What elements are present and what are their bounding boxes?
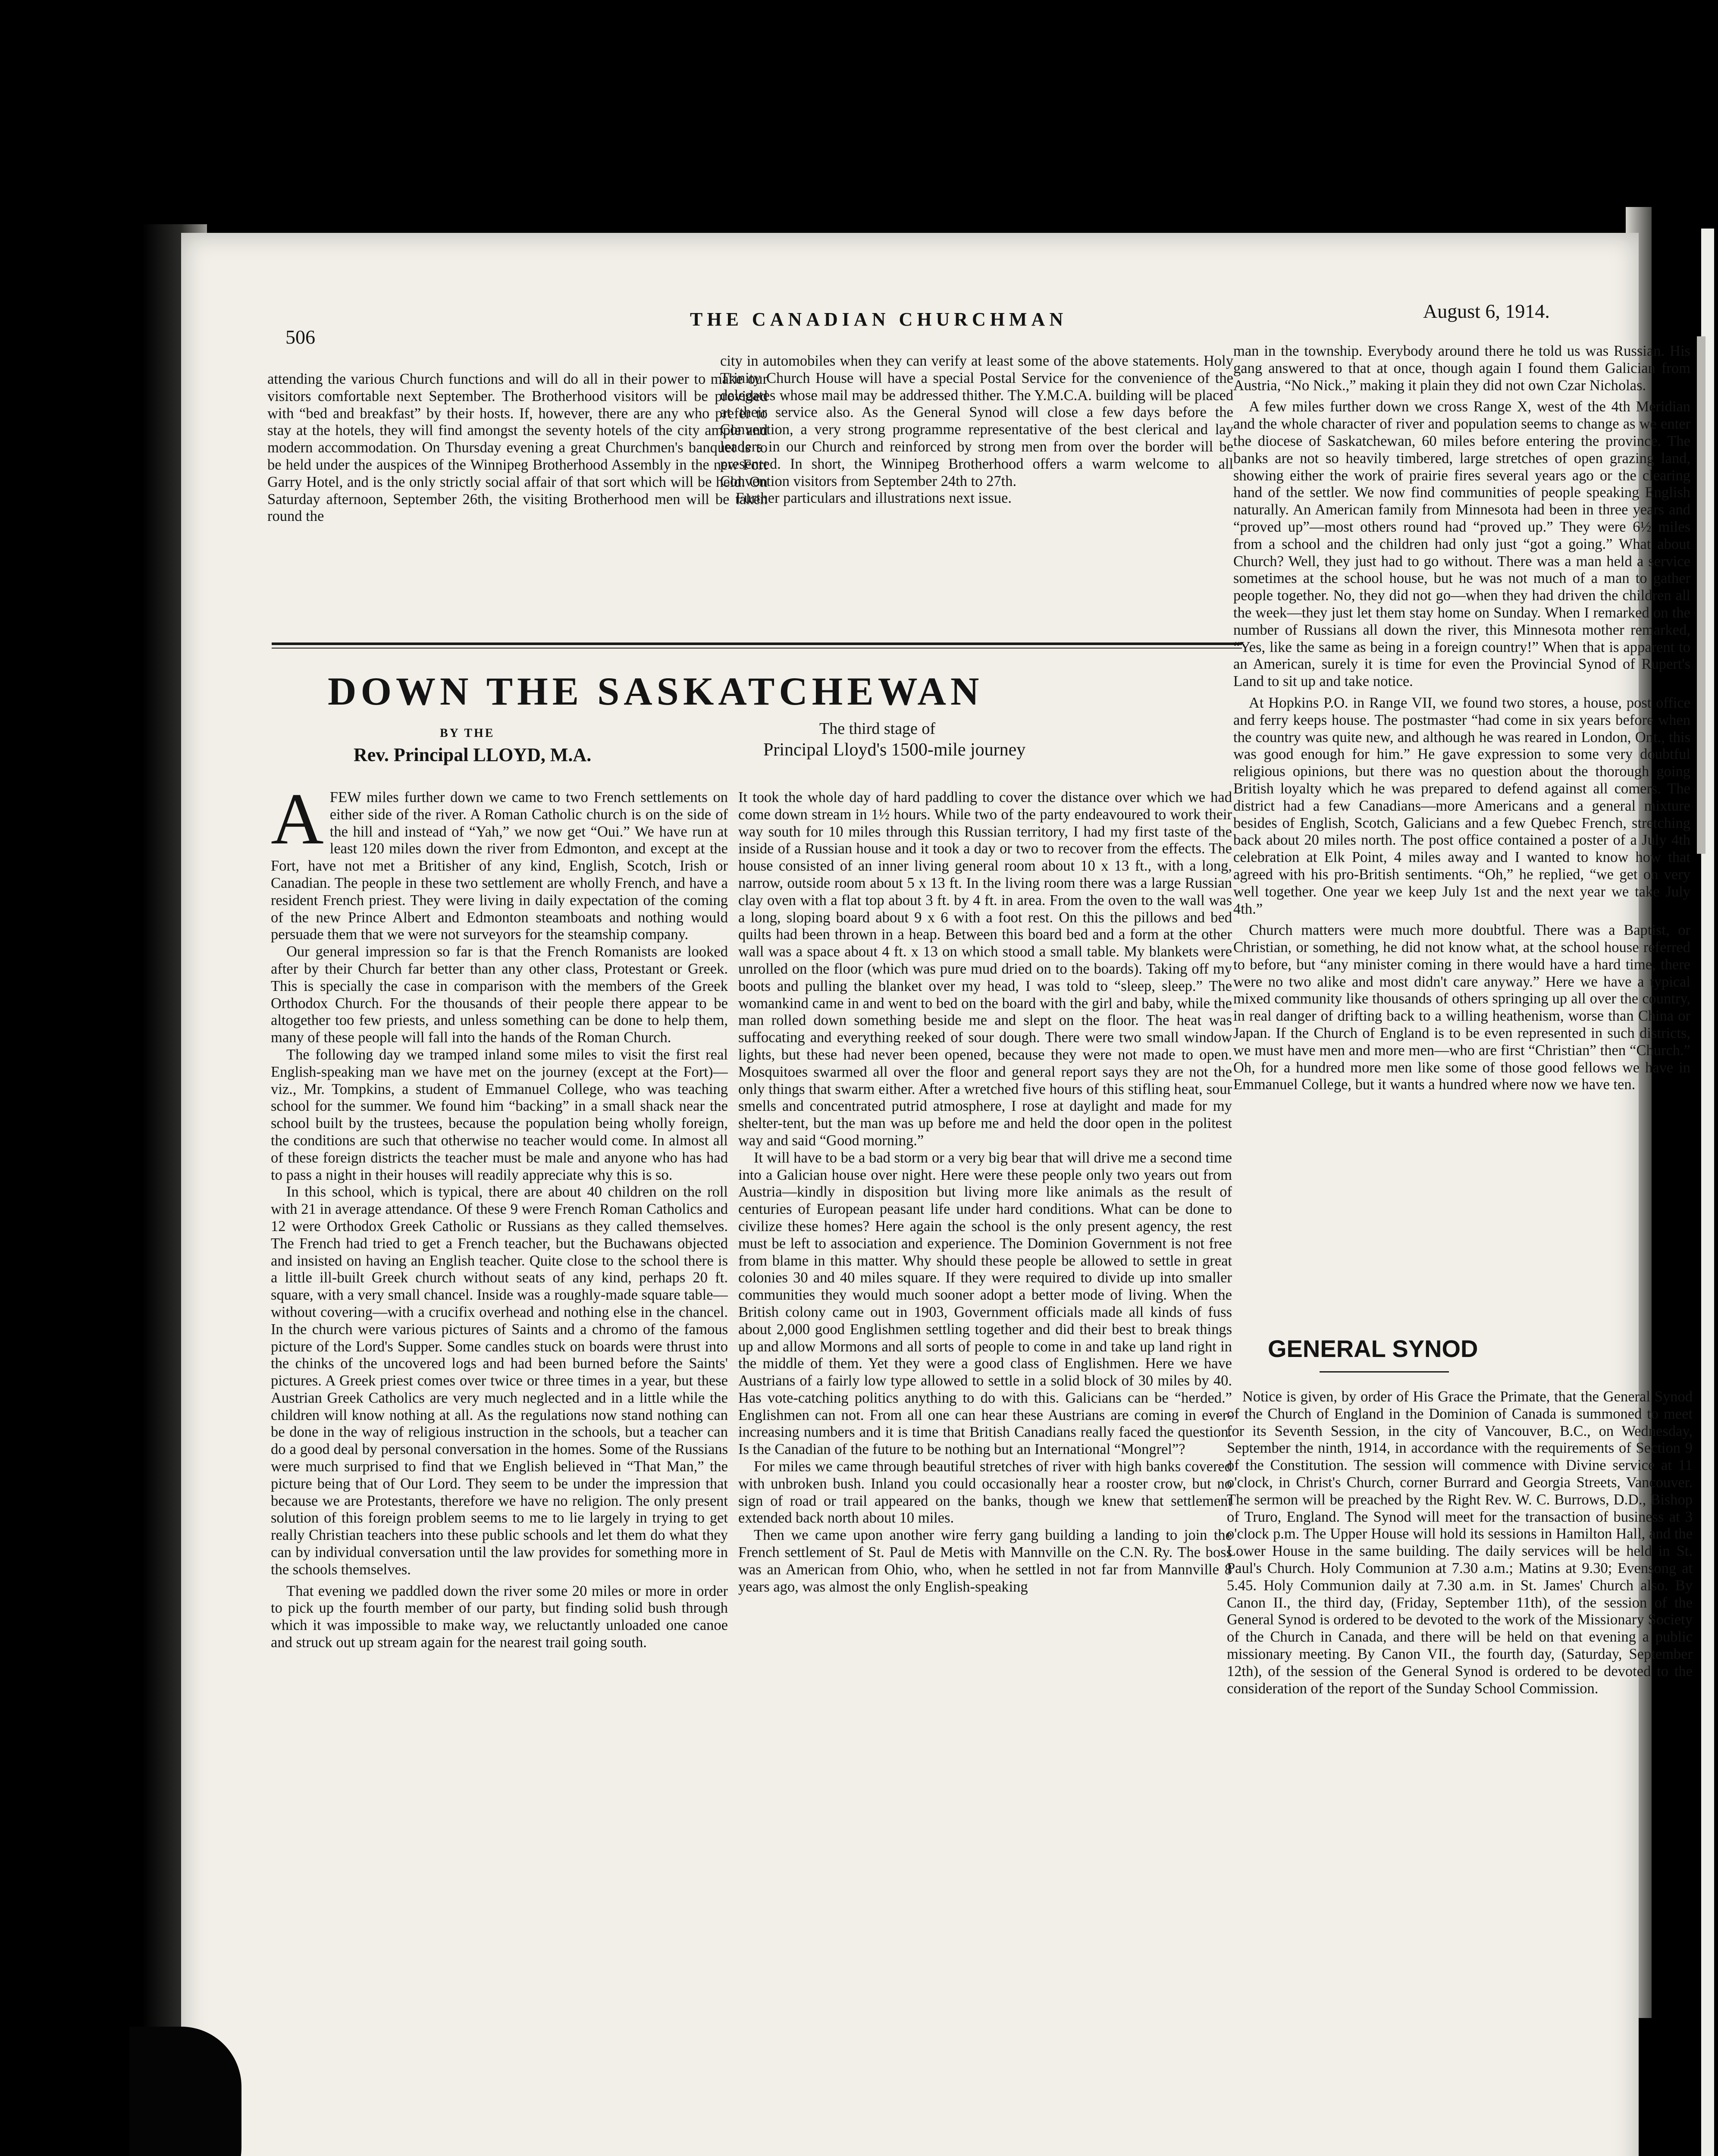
- continuation-text: city in automobiles when they can verify at least some of the above statements. Holy Trinity Church House will have a special Postal Service for the convenience of the delegates whose mail may be addressed thither. The Y.M.C.A. building will be placed at their service also. As the General Synod will close a few days before the Convention, a very strong programme representative of the best clerical and lay leaders in our Church and reinforced by strong men from over the border will be presented. In short, the Winnipeg Brotherhood offers a warm welcome to all Convention visitors from September 24th to 27th.: [720, 353, 1233, 489]
- article-subtitle-line1: The third stage of: [819, 720, 936, 738]
- thumb-shadow: [129, 2027, 241, 2156]
- synod-text: Notice is given, by order of His Grace the Primate, that the General Synod of the Church of England in the Dominion of Canada is summoned to meet for its Seventh Session, in the city of Vancouver, B.C., on Wednesday, September the ninth, 1914, in accordance with the requirements of Section 9 of the Constitution. The session will commence with Divine service at 11 o'clock, in Christ's Church, corner Burrard and Georgia Streets, Vancouver. The sermon will be preached by the Right Rev. W. C. Burrows, D.D., Bishop of Truro, England. The Synod will meet for the transaction of business at 3 o'clock p.m. The Upper House will hold its sessions in Hamilton Hall, and the Lower House in the same building. The daily services will be held in St. Paul's Church. Holy Communion at 7.30 a.m.; Matins at 9.30; Evensong at 5.45. Holy Communion daily at 7.30 a.m. in St. James' Church also. By Canon II., the third day, (Friday, September 11th), of the session of the General Synod is ordered to be devoted to the work of the Missionary Society of the Church in Canada, and there will be held on that evening a public missionary meeting. By Canon VII., the fourth day, (Saturday, September 12th), of the session of the General Synod is ordered to be devoted to the consideration of the report of the Sunday School Commission.: [1227, 1388, 1693, 1697]
- continuation-footnote: Further particulars and illustrations next issue.: [736, 490, 1012, 507]
- section-rule: [272, 648, 1242, 649]
- article-column-3: [1233, 343, 1690, 1248]
- article-title: DOWN THE SASKATCHEWAN: [328, 669, 984, 713]
- newspaper-page: [181, 233, 1693, 2156]
- article-paragraph: Then we came upon another wire ferry gang building a landing to join the French settlement of St. Paul de Metis with Mannville on the C.N. Ry. The boss was an American from Ohio, who, when he settled in not far from Mannville 8 years ago, was almost the only English-speaking: [738, 1527, 1232, 1595]
- synod-rule: [1320, 1371, 1449, 1373]
- article-paragraph: It will have to be a bad storm or a very big bear that will drive me a second time into a Galician house over night. Here were these people only two years out from Austria—kindly in disposition but living more like animals as the result of centuries of European peasant life under hard conditions. What can be done to civilize these homes? Here again the school is the only present agency, the rest must be left to association and experience. The Dominion Government is not free from blame in this matter. Why should these people be allowed to settle in great colonies 30 and 40 miles square. If they were required to divide up into smaller communities they would much sooner adopt a better mode of living. When the British colony came out in 1903, Government officials made all kinds of fuss about 2,000 good Englishmen settling together and did their best to break things up and allow Mormons and all sorts of people to come in and take up land right in the middle of them. Yet they were a good class of Englishmen. Here we have Austrians of a fairly low type allowed to settle in a solid block of 30 miles by 40. Has vote-catching politics anything to do with this. Galicians can be “herded.” Englishmen can not. From all one can hear these Austrians are coming in ever-increasing numbers and it is time that British Canadians really faced the question. Is the Canadian of the future to be nothing but an International “Mongrel”?: [738, 1149, 1232, 1458]
- byline-small: BY THE: [440, 727, 495, 740]
- issue-date: August 6, 1914.: [1423, 300, 1550, 322]
- article-paragraph: AFEW miles further down we came to two French settlements on either side of the river. A Roman Catholic church is on the side of the hill and instead of “Yah,” we now get “Oui.” We have run at least 120 miles down the river from Edmonton, and except at the Fort, have not met a Britisher of any kind, English, Scotch, Irish or Canadian. The people in these two settlement are wholly French, and have a resident French priest. They were living in daily expectation of the coming of the new Prince Albert and Edmonton steamboats and nothing would persuade them that we were not surveyors for the steamship company.: [271, 789, 728, 943]
- continuation-column-middle: [720, 353, 1233, 629]
- article-paragraph: The following day we tramped inland some miles to visit the first real English-speaking man we have met on the journey (except at the Fort)—viz., Mr. Tompkins, a student of Emmanuel College, who was teaching school for the summer. We found him “backing” in a small shack near the school built by the trustees, because the population being wholly foreign, the conditions are such that otherwise no teacher would come. In almost all of these foreign districts the teacher must be male and anyone who has had to pass a night in their houses will readily appreciate why this is so.: [271, 1046, 728, 1183]
- article-column-1: [271, 789, 728, 2156]
- drop-cap: A: [271, 789, 324, 859]
- article-author: Rev. Principal LLOYD, M.A.: [354, 744, 592, 765]
- continuation-text: attending the various Church functions and will do all in their power to make our visitors comfortable next September. The Brotherhood visitors will be provided with “bed and breakfast” by their hosts. If, however, there are any who prefer to stay at the hotels, they will find amongst the seventy hotels of the city ample and modern accommodation. On Thursday evening a great Churchmen's banquet is to be held under the auspices of the Winnipeg Brotherhood Assembly in the new Fort Garry Hotel, and is the only strictly social affair of that sort which will be held. On Saturday afternoon, September 26th, the visiting Brotherhood men will be taken round the: [267, 371, 768, 525]
- article-paragraph: man in the township. Everybody around there he told us was Russian. His gang answered to that at once, though again I found them Galician from Austria, “No Nick.,” making it plain they did not own Czar Nicholas.: [1233, 343, 1690, 394]
- continuation-column-left: [267, 371, 768, 634]
- article-paragraph: Our general impression so far is that the French Romanists are looked after by their Church far better than any other class, Protestant or Greek. This is specially the case in comparison with the members of the Greek Orthodox Church. For the thousands of their people there appear to be altogether too few priests, and unless something can be done to help them, many of these people will fall into the hands of the Roman Church.: [271, 943, 728, 1046]
- section-rule: [272, 642, 1242, 645]
- synod-notice: [1227, 1388, 1693, 2100]
- article-paragraph: Church matters were much more doubtful. There was a Baptist, or Christian, or something, he did not know what, at the school house referred to before, but “any minister coming in there would have a hard time, there were no two alike and most didn't care anyway.” Here we have a typical mixed community like thousands of others springing up all over the country, in real danger of drifting back to a willing heathenism, worse than China or Japan. If the Church of England is to be even represented in such districts, we must have men and more men—who are first “Christian” then “Church.” Oh, for a hundred more men like some of those good fellows we have in Emmanuel College, but it wants a hundred where now we have ten.: [1233, 922, 1690, 1093]
- page-number: 506: [285, 326, 315, 348]
- article-paragraph: In this school, which is typical, there are about 40 children on the roll with 21 in average attendance. Of these 9 were French Roman Catholics and 12 were Orthodox Greek Catholic or Russians as they called themselves. The French had tried to get a French teacher, but the Buchawans objected and insisted on having an English teacher. Quite close to the school there is a little ill-built Greek church without seats of any kind, perhaps 20 ft. square, with a very small chancel. Inside was a roughly-made square table—without covering—with a crucifix overhead and nothing else in the chancel. In the church were various pictures of Saints and a chromo of the famous picture of the Lord's Supper. Some candles stuck on boards were thrust into the chinks of the uncovered logs and had been burned before the Saints' pictures. A Greek priest comes over twice or three times in a year, but these Austrian Greek Catholics are very much neglected and in a little while the children will know nothing at all. As the regulations now stand nothing can be done in the way of religious instruction in the schools, but a teacher can do a good deal by personal conversation in the homes. Some of the Russians were much surprised to find that we English believed in “That Man,” the picture being that of Our Lord. They seem to be under the impression that because we are Protestants, therefore we have no religion. The only present solution of this foreign problem seems to me to lie largely in trying to get really Christian teachers into these public schools and let them do what they can by individual conversation until the law provides for something more in the schools themselves.: [271, 1184, 728, 1578]
- article-paragraph: It took the whole day of hard paddling to cover the distance over which we had come down stream in 1½ hours. While two of the party endeavoured to work their way south for 10 miles through this Russian territory, I had my first taste of the inside of a Russian house and it took a day or two to recover from the effects. The house consisted of an inner living general room about 10 x 13 ft., with a long, narrow, outside room about 5 x 13 ft. In the living room there was a large Russian clay oven with a flat top about 3 ft. by 4 ft. in area. From the oven to the wall was a long, sloping board about 9 x 6 with a foot rest. On this the pillows and bed quilts had been thrown in a heap. Between this board bed and a form at the other wall was a space about 4 ft. x 13 on which stood a small table. My blankets were unrolled on the floor (which was pure mud dried on to the boards). Taking off my boots and pulling the blanket over my head, I was told to “sleep, sleep.” The womankind came in and went to bed on the board with the girl and baby, while the man rolled down something beside me and slept on the floor. The heat was suffocating and everything reeked of sour dough. There were two small window lights, but these had never been opened, because they were not made to open. Mosquitoes swarmed all over the floor and general report says they are not the only things that swarm either. After a wretched five hours of this stifling heat, sour smells and concentrated putrid atmosphere, I rose at daylight and made for my shelter-tent, but the man was up before me and held the door open in the politest way and said “Good morning.”: [738, 789, 1232, 1149]
- binding-bar: [1697, 336, 1705, 854]
- publication-title: THE CANADIAN CHURCHMAN: [690, 309, 1068, 330]
- article-paragraph: A few miles further down we cross Range X, west of the 4th Meridian and the whole character of river and population seems to change as we enter the diocese of Saskatchewan, 60 miles before entering the province. The banks are not so heavily timbered, large stretches of open grazing land, showing either the work of prairie fires several years ago or the clearing hand of the settler. We now find communities of people speaking English naturally. An American family from Minnesota had been in three years and “proved up”—most others round had “proved up.” They were 6½ miles from a school and the children had only just “got a going.” What about Church? Well, they just had to go without. There was a man held a service sometimes at the school house, but he was not much of a man to gather people together. No, they did not go—when they had driven the children all the week—they just let them stay home on Sunday. When I remarked on the number of Russians all down the river, this Minnesota mother remarked, “Yes, like the same as being in a foreign country!” When that is apparent to an American, surely it is time for even the Provincial Synod of Rupert's Land to sit up and take notice.: [1233, 398, 1690, 690]
- article-column-2: [738, 789, 1232, 2156]
- synod-heading: GENERAL SYNOD: [1268, 1335, 1478, 1362]
- article-subtitle-line2: Principal Lloyd's 1500-mile journey: [763, 740, 1026, 760]
- article-paragraph: That evening we paddled down the river some 20 miles or more in order to pick up the fourth member of our party, but finding solid bush through which it was impossible to make way, we reluctantly unloaded one canoe and struck out up stream again for the nearest trail going south.: [271, 1583, 728, 1651]
- article-paragraph: At Hopkins P.O. in Range VII, we found two stores, a house, post office and ferry keeps house. The postmaster “had come in six years before when the country was quite new, and although he was reared in London, Ont., this was good enough for him.” He gave expression to some very doubtful religious opinions, but there was no question about the thorough going British loyalty which he was prepared to defend against all comers. The district had a few Canadians—more Americans and a general mixture besides of English, Scotch, Galicians and a few Quebec French, stretching back about 20 miles north. The post office contained a poster of a July 4th celebration at Elk Point, 4 miles away and I wanted to know how that agreed with his pro-British sentiments. “Oh,” he replied, “we get on very well together. One year we keep July 1st and the next year we take July 4th.”: [1233, 694, 1690, 917]
- article-paragraph: For miles we came through beautiful stretches of river with high banks covered with unbroken bush. Inland you could occasionally hear a rooster crow, but no sign of road or trail appeared on the banks, though we knew that settlement extended back north about 10 miles.: [738, 1458, 1232, 1526]
